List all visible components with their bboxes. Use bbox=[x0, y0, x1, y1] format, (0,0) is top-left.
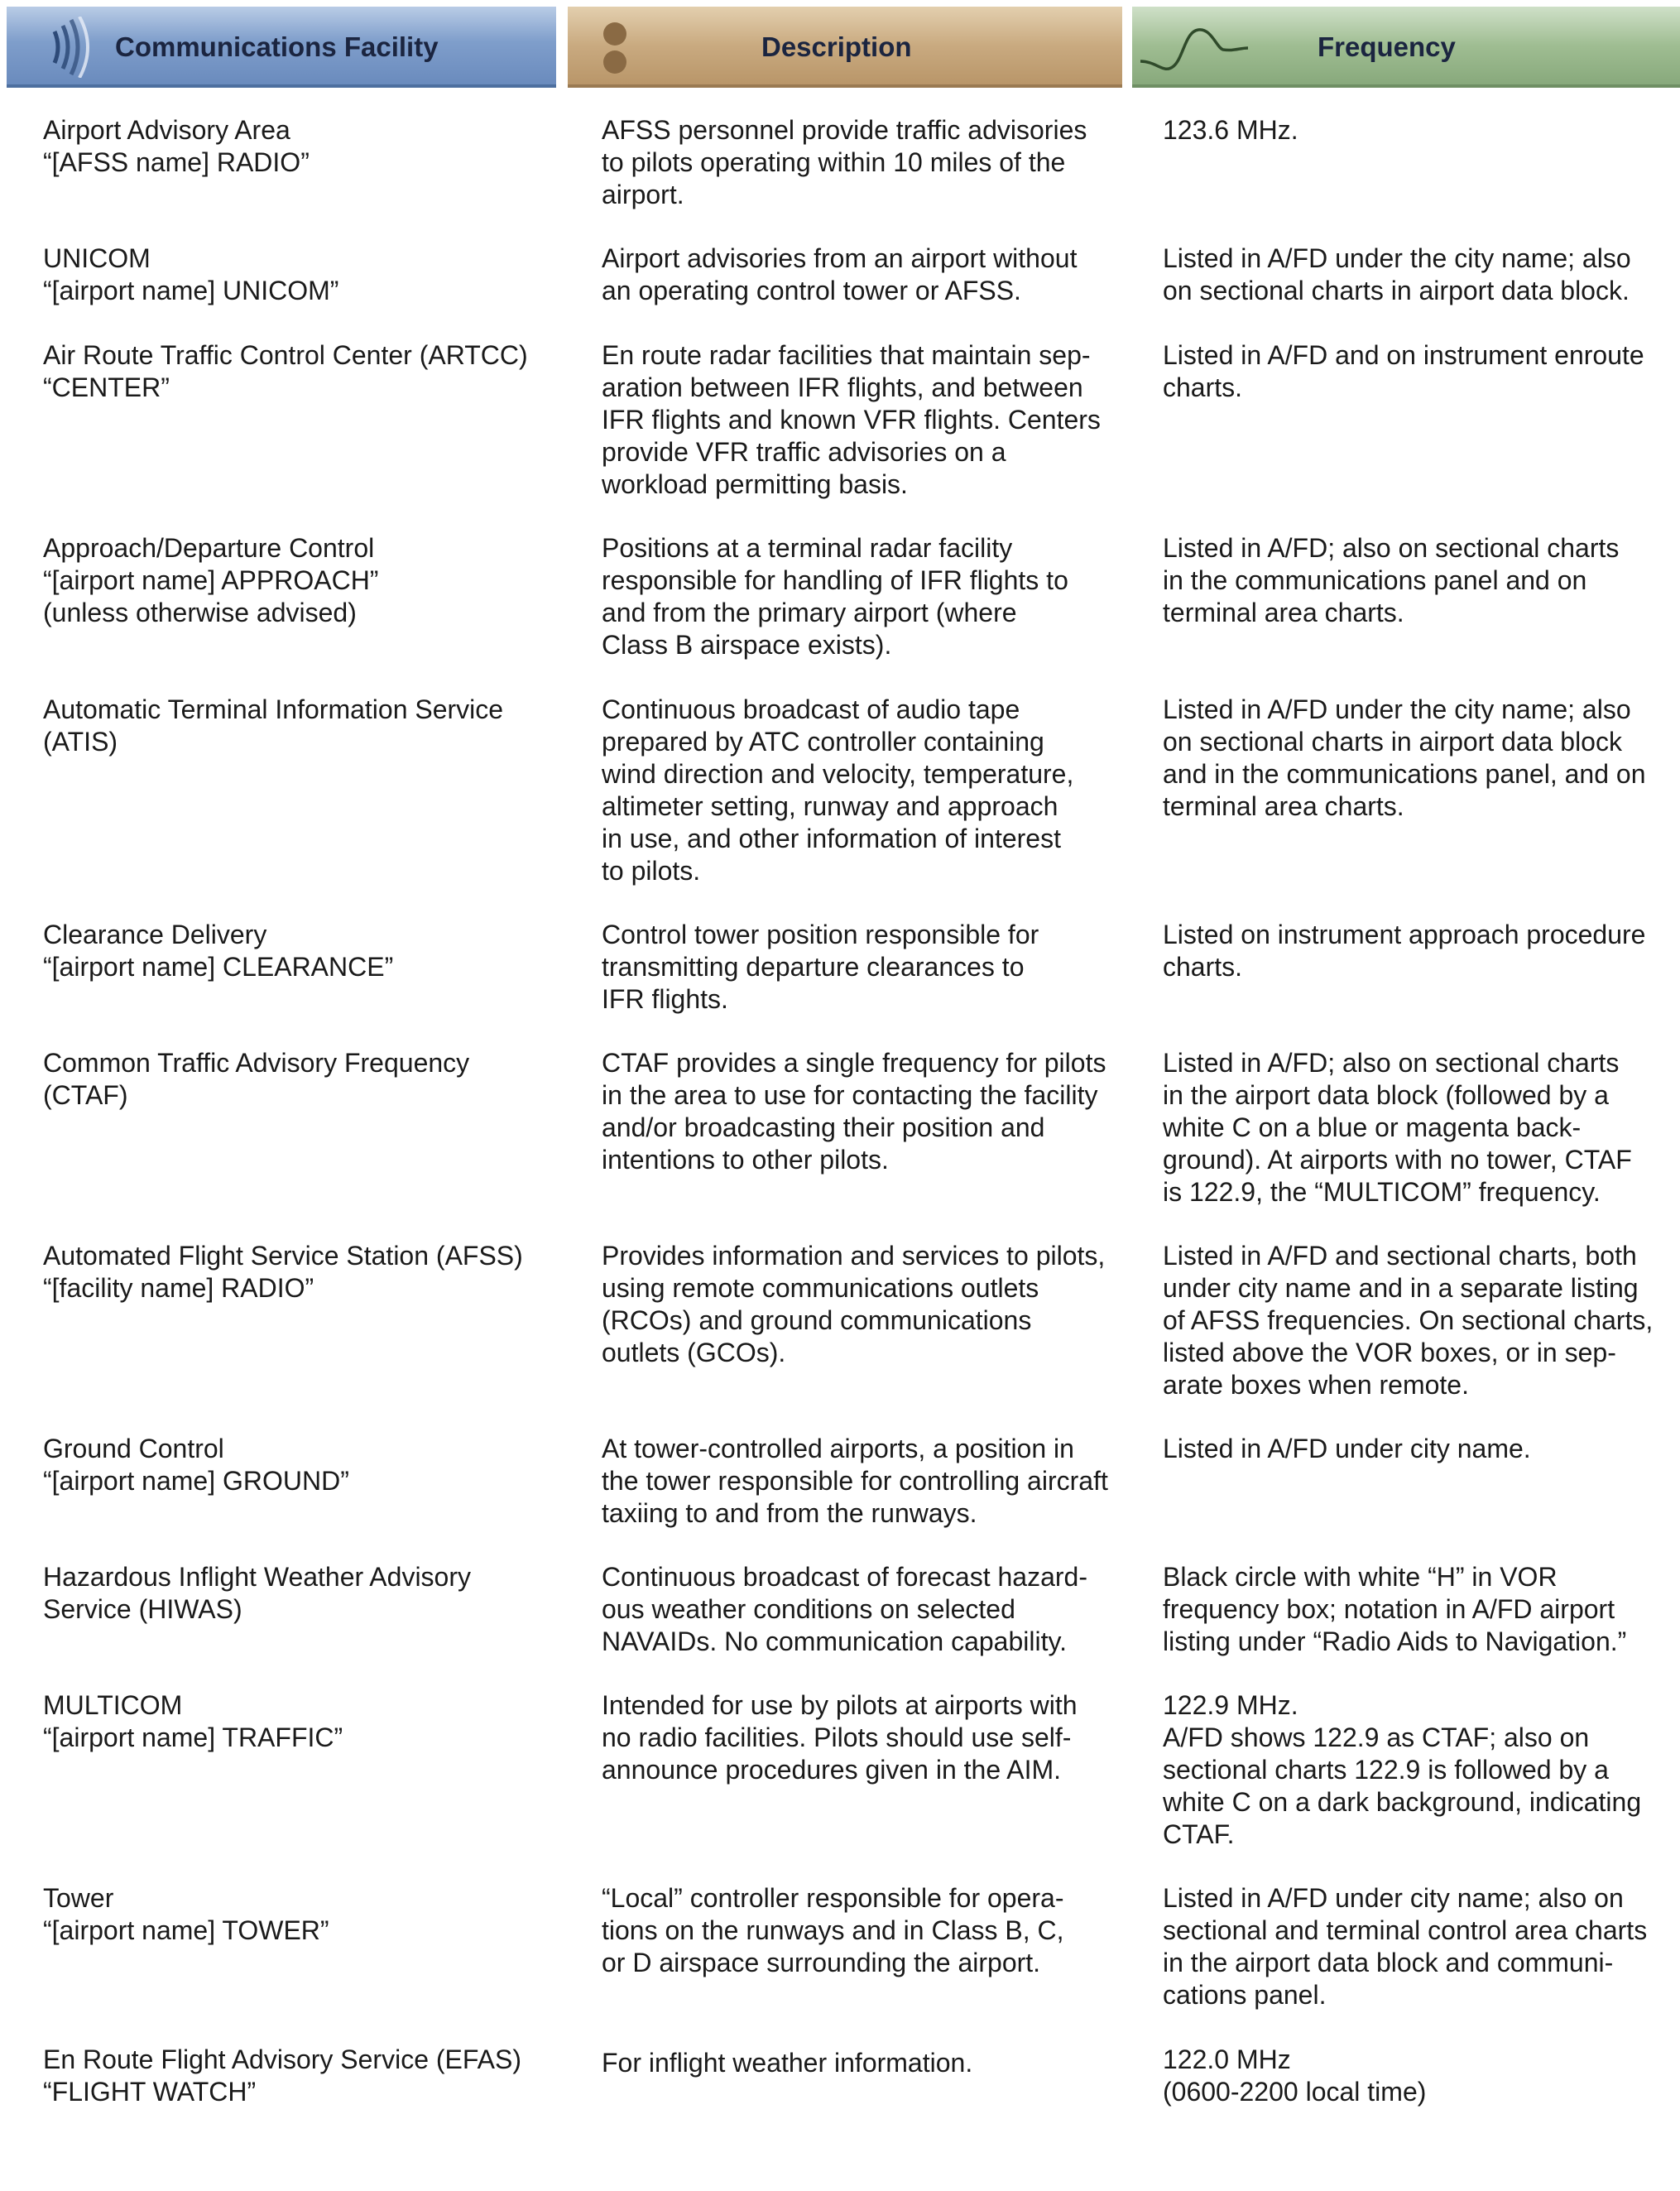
table-row bbox=[0, 1689, 1680, 1882]
description-cell: Provides information and services to pilots, using remote communications outlets (RCOs) and ground communications outlets (GCOs). bbox=[602, 1241, 1106, 1367]
table-row bbox=[0, 1240, 1680, 1433]
facility-cell: Common Traffic Advisory Frequency (CTAF) bbox=[43, 1048, 470, 1110]
description-cell: “Local” controller responsible for opera- tions on the runways and in Class B, C, or D airspace surrounding the airport. bbox=[602, 1883, 1064, 1977]
frequency-cell: Listed on instrument approach procedure charts. bbox=[1163, 920, 1646, 982]
header-communications-facility bbox=[7, 7, 556, 88]
description-cell: For inflight weather information. bbox=[602, 2048, 973, 2078]
description-cell: Control tower position responsible for transmitting departure clearances to IFR flights. bbox=[602, 920, 1039, 1014]
facility-cell: Tower “[airport name] TOWER” bbox=[43, 1883, 329, 1945]
facility-cell: En Route Flight Advisory Service (EFAS) “FLIGHT WATCH” bbox=[43, 2044, 521, 2107]
sine-wave-icon bbox=[1140, 23, 1248, 76]
description-cell: Intended for use by pilots at airports with no radio facilities. Pilots should use self- announce procedures given in the AIM. bbox=[602, 1690, 1078, 1785]
table-row bbox=[0, 114, 1680, 243]
header-description bbox=[568, 7, 1122, 88]
frequency-cell: Listed in A/FD under city name; also on sectional and terminal control area charts in the airport data block and communi- cations panel. bbox=[1163, 1883, 1648, 2010]
facility-cell: Hazardous Inflight Weather Advisory Service (HIWAS) bbox=[43, 1562, 471, 1624]
frequency-cell: Listed in A/FD under city name. bbox=[1163, 1434, 1531, 1463]
facility-cell: MULTICOM “[airport name] TRAFFIC” bbox=[43, 1690, 343, 1752]
header-facility-label: Communications Facility bbox=[115, 31, 439, 62]
table-row bbox=[0, 1433, 1680, 1561]
frequency-cell: 122.0 MHz (0600-2200 local time) bbox=[1163, 2044, 1427, 2107]
facility-cell: UNICOM “[airport name] UNICOM” bbox=[43, 243, 339, 305]
frequency-cell: Listed in A/FD and on instrument enroute charts. bbox=[1163, 340, 1644, 402]
table-row bbox=[0, 1047, 1680, 1240]
facility-cell: Ground Control “[airport name] GROUND” bbox=[43, 1434, 349, 1496]
header-frequency-label: Frequency bbox=[1318, 31, 1456, 62]
frequency-cell: 123.6 MHz. bbox=[1163, 115, 1298, 145]
table-row bbox=[0, 694, 1680, 919]
table-row bbox=[0, 532, 1680, 694]
facility-cell: Airport Advisory Area “[AFSS name] RADIO” bbox=[43, 115, 310, 177]
frequency-cell: Listed in A/FD under the city name; also on sectional charts in airport data block and in the communications panel, and on terminal area charts. bbox=[1163, 694, 1646, 821]
radio-waves-icon bbox=[30, 17, 96, 78]
frequency-cell: Listed in A/FD under the city name; also on sectional charts in airport data block. bbox=[1163, 243, 1631, 305]
facility-cell: Automated Flight Service Station (AFSS) “[facility name] RADIO” bbox=[43, 1241, 523, 1303]
dots-icon bbox=[601, 20, 629, 76]
table-row bbox=[0, 1561, 1680, 1689]
description-cell: AFSS personnel provide traffic advisories to pilots operating within 10 miles of the airport. bbox=[602, 115, 1087, 209]
table-row bbox=[0, 1882, 1680, 2044]
header-frequency bbox=[1132, 7, 1680, 88]
frequency-cell: 122.9 MHz. A/FD shows 122.9 as CTAF; also on sectional charts 122.9 is followed by a white C on a dark background, indicating CTAF. bbox=[1163, 1690, 1642, 1849]
table-row bbox=[0, 919, 1680, 1047]
facility-table bbox=[0, 114, 1680, 2118]
table-row bbox=[0, 339, 1680, 532]
facility-cell: Air Route Traffic Control Center (ARTCC) “CENTER” bbox=[43, 340, 528, 402]
table-row bbox=[0, 243, 1680, 339]
frequency-cell: Listed in A/FD; also on sectional charts in the airport data block (followed by a white C on a blue or magenta back- ground). At airports with no tower, CTAF is 122.9, the “MULTICOM” frequency. bbox=[1163, 1048, 1632, 1207]
facility-cell: Approach/Departure Control “[airport name] APPROACH” (unless otherwise advised) bbox=[43, 533, 379, 627]
description-cell: CTAF provides a single frequency for pilots in the area to use for contacting the facility and/or broadcasting their position and intentions to other pilots. bbox=[602, 1048, 1106, 1175]
table-row bbox=[0, 2044, 1680, 2118]
frequency-cell: Listed in A/FD and sectional charts, both under city name and in a separate listing of AFSS frequencies. On sectional charts, listed above the VOR boxes, or in sep- arate boxes when remote. bbox=[1163, 1241, 1654, 1400]
frequency-cell: Listed in A/FD; also on sectional charts in the communications panel and on terminal area charts. bbox=[1163, 533, 1620, 627]
frequency-cell: Black circle with white “H” in VOR frequency box; notation in A/FD airport listing under “Radio Aids to Navigation.” bbox=[1163, 1562, 1627, 1656]
description-cell: En route radar facilities that maintain sep- aration between IFR flights, and between IFR flights and known VFR flights. Centers provide VFR traffic advisories on a workload permitting basis. bbox=[602, 340, 1101, 499]
description-cell: Positions at a terminal radar facility responsible for handling of IFR flights to and from the primary airport (where Class B airspace exists). bbox=[602, 533, 1068, 660]
description-cell: Continuous broadcast of forecast hazard- ous weather conditions on selected NAVAIDs. No communication capability. bbox=[602, 1562, 1087, 1656]
description-cell: Continuous broadcast of audio tape prepared by ATC controller containing wind direction and velocity, temperature, altimeter setting, runway and approach in use, and other information of interest to pilots. bbox=[602, 694, 1074, 886]
facility-cell: Clearance Delivery “[airport name] CLEARANCE” bbox=[43, 920, 394, 982]
description-cell: Airport advisories from an airport without an operating control tower or AFSS. bbox=[602, 243, 1078, 305]
facility-cell: Automatic Terminal Information Service (ATIS) bbox=[43, 694, 504, 757]
header-description-label: Description bbox=[761, 31, 912, 62]
description-cell: At tower-controlled airports, a position in the tower responsible for controlling aircraft taxiing to and from the runways. bbox=[602, 1434, 1108, 1528]
